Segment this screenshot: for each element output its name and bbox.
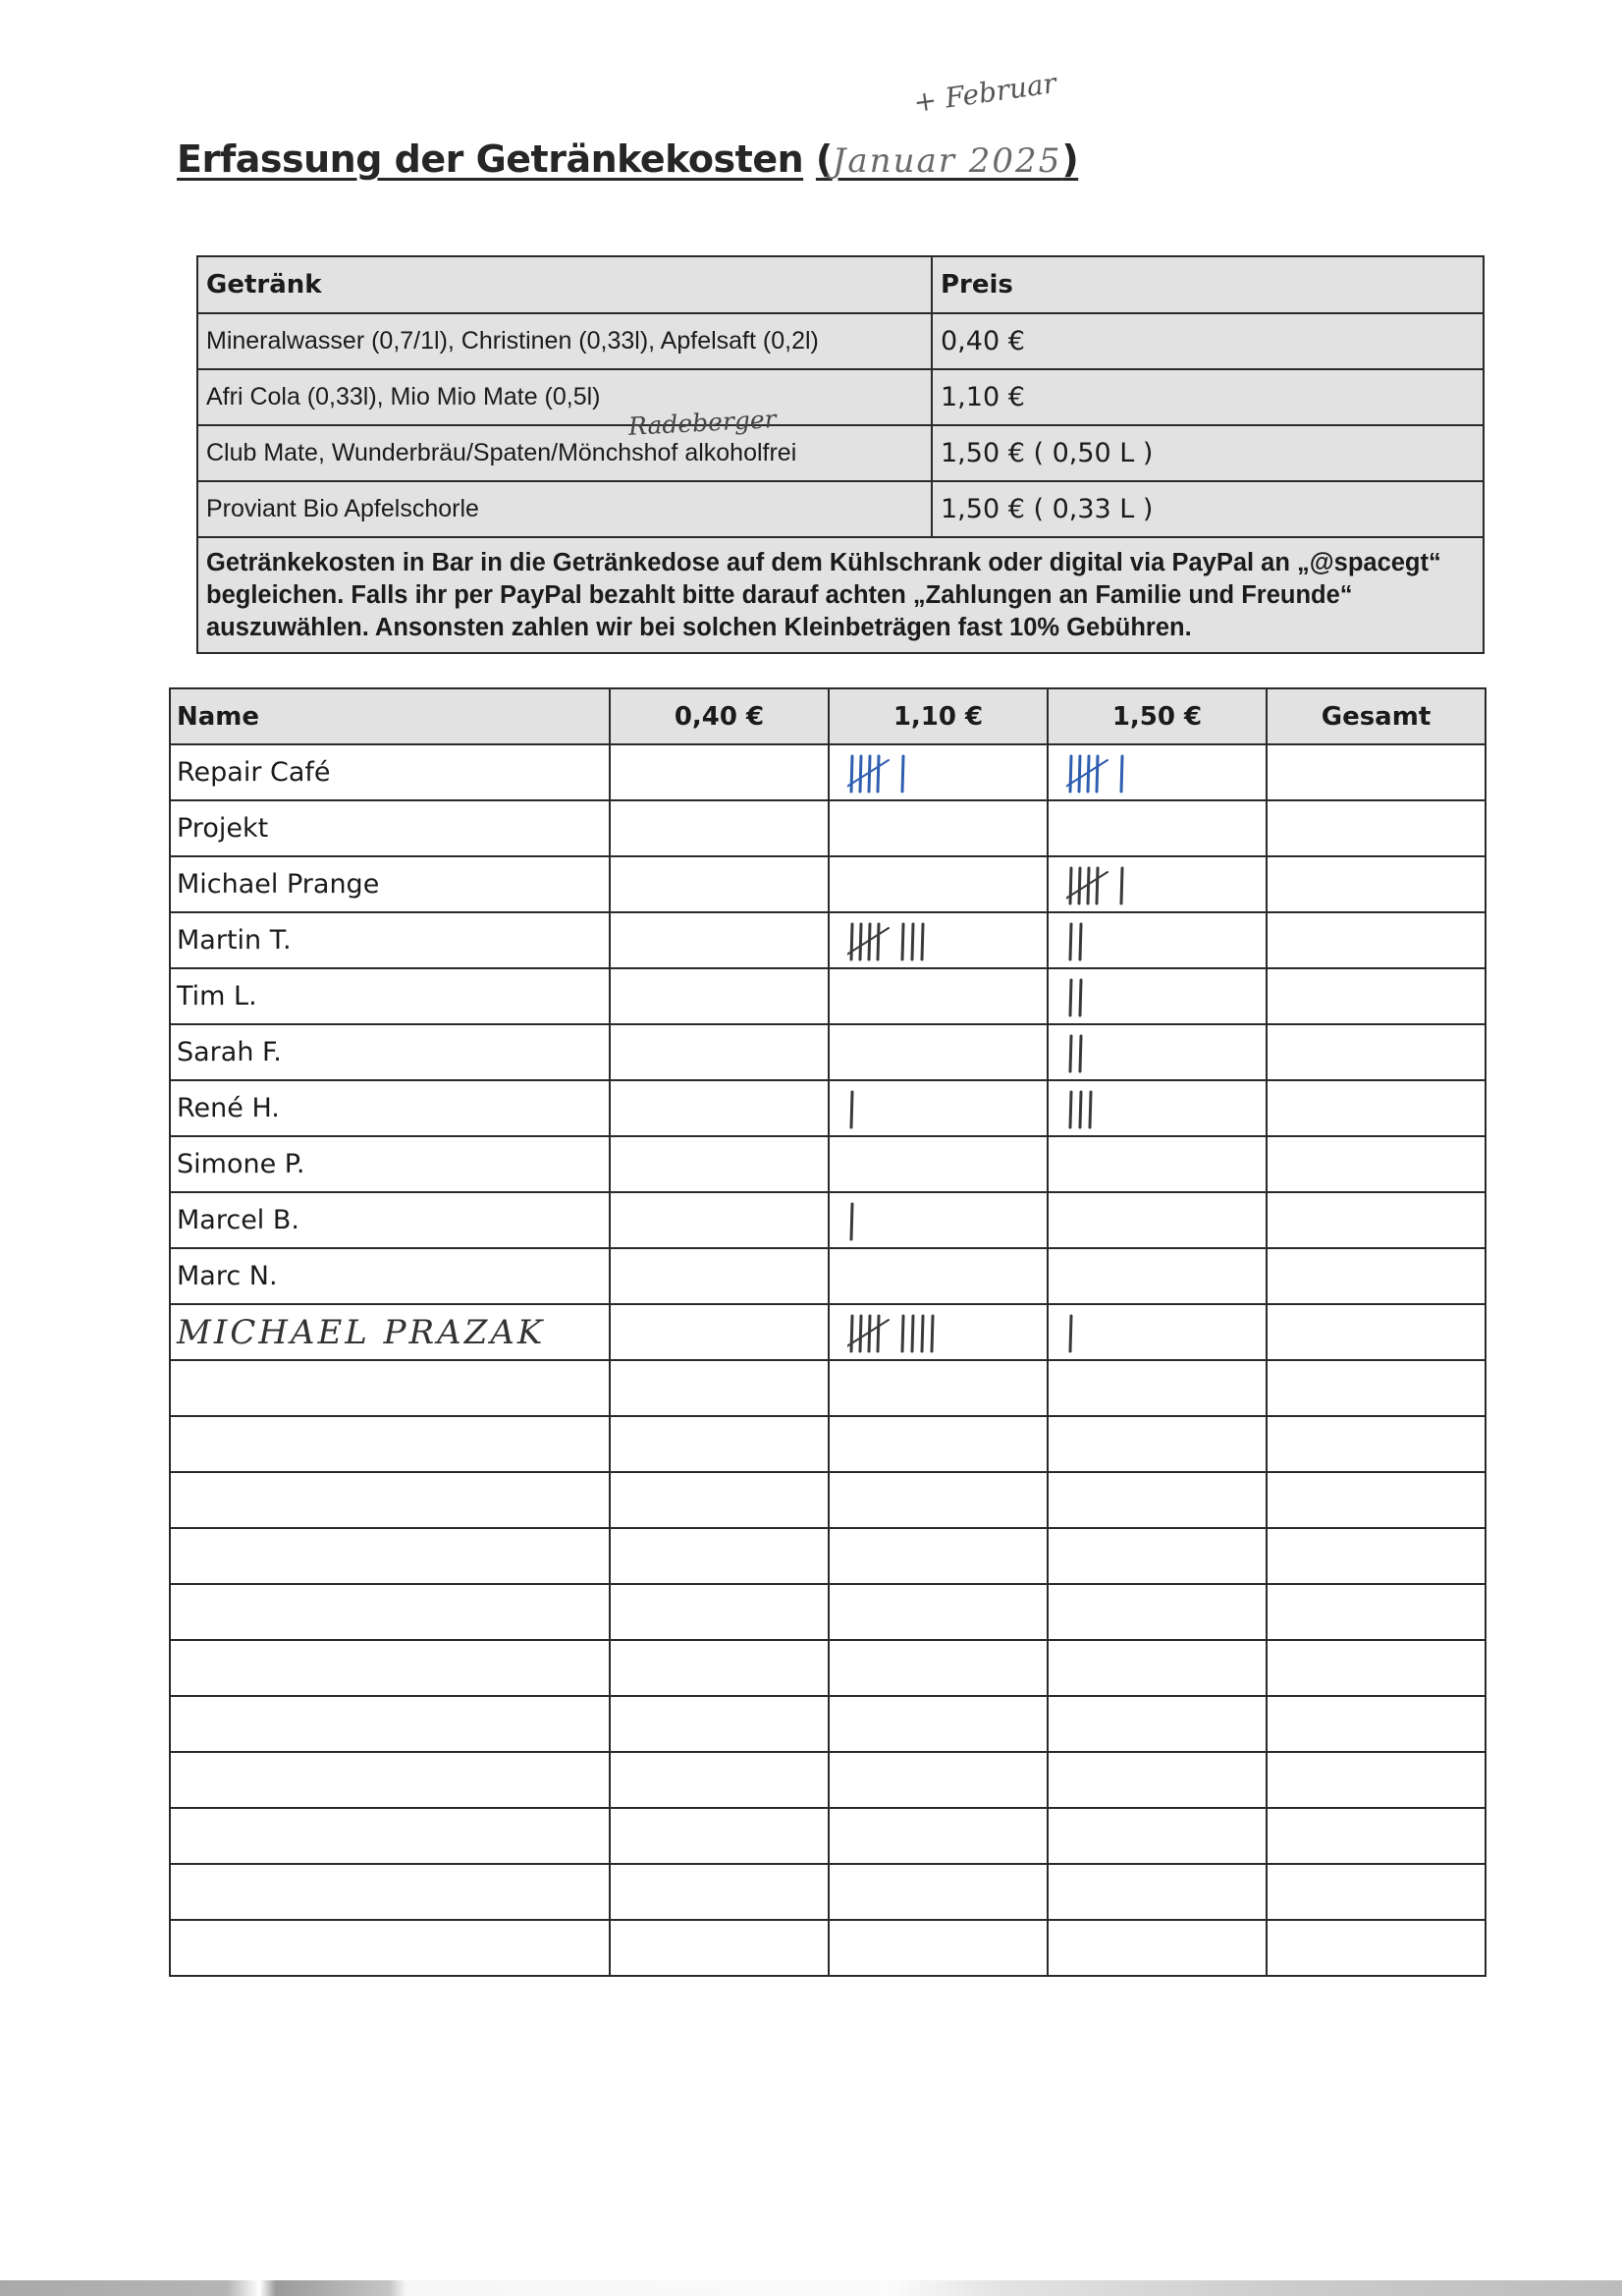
tally-stroke bbox=[1097, 868, 1098, 903]
total-cell[interactable] bbox=[1267, 1528, 1486, 1584]
tally-cell-150[interactable] bbox=[1048, 744, 1267, 800]
price-cell: 1,10 € bbox=[932, 369, 1484, 425]
tally-cell-040[interactable] bbox=[610, 800, 829, 856]
title-paren-close: ) bbox=[1061, 137, 1079, 181]
tally-stroke bbox=[902, 1316, 903, 1351]
tally-marks bbox=[847, 1086, 867, 1131]
table-row bbox=[170, 1920, 1486, 1976]
tally-cell-040[interactable] bbox=[610, 1304, 829, 1360]
total-cell[interactable] bbox=[1267, 1808, 1486, 1864]
total-cell[interactable] bbox=[1267, 1080, 1486, 1136]
table-row bbox=[170, 1192, 1486, 1248]
tally-cell-150[interactable] bbox=[1048, 968, 1267, 1024]
name-cell[interactable] bbox=[170, 1864, 610, 1920]
tally-cell-110[interactable] bbox=[829, 1248, 1048, 1304]
table-row bbox=[170, 1416, 1486, 1472]
tally-stroke bbox=[851, 756, 852, 792]
total-cell[interactable] bbox=[1267, 1864, 1486, 1920]
payment-note: Getränkekosten in Bar in die Getränkedose auf dem Kühlschrank oder digital via PayPal an „@spacegt“ begleichen. Falls ihr per PayPal bezahlt bitte darauf achten „Zahlungen an Familie und Freunde“ auszuwählen. Ansonsten zahlen wir bei solchen Kleinbeträgen fast 10% Gebühren. bbox=[197, 537, 1484, 653]
tally-cell-040[interactable] bbox=[610, 1584, 829, 1640]
price-table bbox=[196, 255, 1485, 654]
tally-marks bbox=[847, 750, 918, 795]
tally-cell-040[interactable] bbox=[610, 1024, 829, 1080]
tally-stroke bbox=[878, 1316, 879, 1351]
tally-cell-110[interactable] bbox=[829, 1304, 1048, 1360]
tally-stroke bbox=[1070, 1092, 1071, 1127]
price-row bbox=[197, 313, 1484, 369]
drink-header: Getränk bbox=[197, 256, 932, 313]
name-cell[interactable] bbox=[170, 1528, 610, 1584]
tally-cell-110[interactable] bbox=[829, 912, 1048, 968]
tally-cell-110[interactable] bbox=[829, 1640, 1048, 1696]
table-row bbox=[170, 1472, 1486, 1528]
table-row bbox=[170, 1304, 1486, 1360]
tally-cell-040[interactable] bbox=[610, 1696, 829, 1752]
title-paren-open: ( bbox=[815, 137, 833, 181]
tally-stroke bbox=[851, 1316, 852, 1351]
tally-cell-150[interactable] bbox=[1048, 1360, 1267, 1416]
tally-cell-150[interactable] bbox=[1048, 1752, 1267, 1808]
tally-stroke bbox=[860, 756, 861, 792]
total-cell[interactable] bbox=[1267, 1360, 1486, 1416]
tally-stroke bbox=[922, 924, 923, 959]
tally-stroke bbox=[902, 924, 903, 959]
tally-marks bbox=[1066, 1086, 1106, 1131]
tally-cell-040[interactable] bbox=[610, 1864, 829, 1920]
tally-stroke bbox=[851, 924, 852, 959]
tally-cell-040[interactable] bbox=[610, 1920, 829, 1976]
tally-cell-110[interactable] bbox=[829, 800, 1048, 856]
total-cell[interactable] bbox=[1267, 1024, 1486, 1080]
table-row bbox=[170, 912, 1486, 968]
tally-marks bbox=[847, 918, 938, 963]
price-table-header bbox=[197, 256, 1484, 313]
tally-cell-110[interactable] bbox=[829, 1360, 1048, 1416]
tally-stroke bbox=[1070, 1316, 1071, 1351]
tally-cell-110[interactable] bbox=[829, 856, 1048, 912]
table-row bbox=[170, 800, 1486, 856]
table-row bbox=[170, 1080, 1486, 1136]
tally-cell-040[interactable] bbox=[610, 1640, 829, 1696]
tally-cell-110[interactable] bbox=[829, 1472, 1048, 1528]
tally-cell-110[interactable] bbox=[829, 1584, 1048, 1640]
name-cell[interactable] bbox=[170, 1360, 610, 1416]
tally-cell-150[interactable] bbox=[1048, 1248, 1267, 1304]
payment-note-row bbox=[197, 537, 1484, 653]
tally-stroke bbox=[1070, 924, 1071, 959]
total-cell[interactable] bbox=[1267, 1920, 1486, 1976]
tally-stroke bbox=[1070, 980, 1071, 1015]
table-row bbox=[170, 744, 1486, 800]
total-cell[interactable] bbox=[1267, 1192, 1486, 1248]
tally-cell-150[interactable] bbox=[1048, 800, 1267, 856]
total-cell[interactable] bbox=[1267, 744, 1486, 800]
tally-cell-110[interactable] bbox=[829, 1528, 1048, 1584]
tally-cell-150[interactable] bbox=[1048, 1304, 1267, 1360]
tally-cell-150[interactable] bbox=[1048, 1136, 1267, 1192]
tally-stroke bbox=[860, 924, 861, 959]
tally-cell-040[interactable] bbox=[610, 744, 829, 800]
tally-table bbox=[169, 687, 1487, 1977]
name-cell[interactable]: Martin T. bbox=[170, 912, 610, 968]
name-cell[interactable] bbox=[170, 1808, 610, 1864]
tally-table-body bbox=[170, 744, 1486, 1976]
handwritten-month: Januar 2025 bbox=[832, 141, 1062, 181]
page-title bbox=[177, 137, 1078, 181]
tally-cell-040[interactable] bbox=[610, 1808, 829, 1864]
tally-cell-110[interactable] bbox=[829, 744, 1048, 800]
tally-stroke bbox=[1080, 924, 1081, 959]
total-cell[interactable] bbox=[1267, 1472, 1486, 1528]
table-row bbox=[170, 1248, 1486, 1304]
tally-cell-150[interactable] bbox=[1048, 1416, 1267, 1472]
tally-cell-040[interactable] bbox=[610, 1360, 829, 1416]
tally-stroke bbox=[878, 756, 879, 792]
price-cell: 1,50 € ( 0,33 L ) bbox=[932, 481, 1484, 537]
tally-stroke bbox=[1079, 868, 1080, 903]
price-row bbox=[197, 425, 1484, 481]
tally-cell-040[interactable] bbox=[610, 1416, 829, 1472]
tally-cell-110[interactable] bbox=[829, 1024, 1048, 1080]
name-cell[interactable]: Projekt bbox=[170, 800, 610, 856]
name-cell[interactable]: Simone P. bbox=[170, 1136, 610, 1192]
tally-cell-150[interactable] bbox=[1048, 912, 1267, 968]
tally-cell-040[interactable] bbox=[610, 1136, 829, 1192]
tally-cell-150[interactable] bbox=[1048, 1808, 1267, 1864]
tally-cell-150[interactable] bbox=[1048, 1640, 1267, 1696]
price-cell: 0,40 € bbox=[932, 313, 1484, 369]
total-cell[interactable] bbox=[1267, 1416, 1486, 1472]
tally-stroke bbox=[860, 1316, 861, 1351]
tally-stroke bbox=[1080, 980, 1081, 1015]
name-cell[interactable]: Marc N. bbox=[170, 1248, 610, 1304]
table-row bbox=[170, 1528, 1486, 1584]
price-header: Preis bbox=[932, 256, 1484, 313]
name-cell[interactable]: Tim L. bbox=[170, 968, 610, 1024]
handwritten-radeberger: Radeberger bbox=[627, 405, 778, 441]
tally-cell-110[interactable] bbox=[829, 968, 1048, 1024]
table-row bbox=[170, 1136, 1486, 1192]
tally-stroke bbox=[1080, 1036, 1081, 1071]
drink-cell: Afri Cola (0,33l), Mio Mio Mate (0,5l) bbox=[197, 369, 932, 425]
drink-cell: Mineralwasser (0,7/1l), Christinen (0,33l), Apfelsaft (0,2l) bbox=[197, 313, 932, 369]
name-cell[interactable]: Marcel B. bbox=[170, 1192, 610, 1248]
total-cell[interactable] bbox=[1267, 800, 1486, 856]
name-cell[interactable] bbox=[170, 1640, 610, 1696]
tally-cell-040[interactable] bbox=[610, 1472, 829, 1528]
price-cell: 1,50 € ( 0,50 L ) bbox=[932, 425, 1484, 481]
tally-stroke bbox=[1070, 756, 1071, 792]
tally-stroke bbox=[1121, 756, 1122, 792]
tally-cell-150[interactable] bbox=[1048, 1584, 1267, 1640]
tally-cell-040[interactable] bbox=[610, 968, 829, 1024]
tally-stroke bbox=[912, 924, 913, 959]
table-row bbox=[170, 1360, 1486, 1416]
name-cell[interactable]: René H. bbox=[170, 1080, 610, 1136]
tally-marks bbox=[847, 1198, 867, 1243]
table-row bbox=[170, 1864, 1486, 1920]
tally-stroke bbox=[922, 1316, 923, 1351]
table-row bbox=[170, 1024, 1486, 1080]
tally-cell-110[interactable] bbox=[829, 1136, 1048, 1192]
total-cell[interactable] bbox=[1267, 1584, 1486, 1640]
page-title-text: Erfassung der Getränkekosten bbox=[177, 137, 804, 181]
total-cell[interactable] bbox=[1267, 912, 1486, 968]
tally-stroke bbox=[912, 1316, 913, 1351]
drink-cell: Proviant Bio Apfelschorle bbox=[197, 481, 932, 537]
total-header: Gesamt bbox=[1267, 688, 1486, 744]
tally-stroke bbox=[932, 1316, 933, 1351]
tally-cell-110[interactable] bbox=[829, 1080, 1048, 1136]
name-cell[interactable] bbox=[170, 1584, 610, 1640]
tally-marks bbox=[1066, 862, 1137, 907]
tally-marks bbox=[1066, 918, 1096, 963]
tally-marks bbox=[1066, 1030, 1096, 1075]
total-cell[interactable] bbox=[1267, 1248, 1486, 1304]
tally-stroke bbox=[1070, 1036, 1071, 1071]
tally-stroke bbox=[1088, 756, 1089, 792]
price-row bbox=[197, 481, 1484, 537]
table-row bbox=[170, 968, 1486, 1024]
tally-marks bbox=[1066, 1310, 1086, 1355]
table-row bbox=[170, 1640, 1486, 1696]
tally-cell-150[interactable] bbox=[1048, 1024, 1267, 1080]
price-150-header: 1,50 € bbox=[1048, 688, 1267, 744]
tally-cell-040[interactable] bbox=[610, 1528, 829, 1584]
tally-cell-110[interactable] bbox=[829, 1808, 1048, 1864]
tally-stroke bbox=[851, 1204, 852, 1239]
table-row bbox=[170, 1696, 1486, 1752]
price-040-header: 0,40 € bbox=[610, 688, 829, 744]
name-cell[interactable] bbox=[170, 1920, 610, 1976]
tally-cell-110[interactable] bbox=[829, 1920, 1048, 1976]
tally-stroke bbox=[1121, 868, 1122, 903]
total-cell[interactable] bbox=[1267, 968, 1486, 1024]
total-cell[interactable] bbox=[1267, 1752, 1486, 1808]
tally-cell-150[interactable] bbox=[1048, 856, 1267, 912]
total-cell[interactable] bbox=[1267, 1696, 1486, 1752]
name-cell[interactable]: MICHAEL PRAZAK bbox=[170, 1304, 610, 1360]
tally-stroke bbox=[1080, 1092, 1081, 1127]
tally-table-header bbox=[170, 688, 1486, 744]
table-row bbox=[170, 856, 1486, 912]
name-cell[interactable] bbox=[170, 1696, 610, 1752]
tally-cell-150[interactable] bbox=[1048, 1864, 1267, 1920]
tally-marks bbox=[847, 1310, 947, 1355]
tally-stroke bbox=[869, 924, 870, 959]
total-cell[interactable] bbox=[1267, 1640, 1486, 1696]
tally-stroke bbox=[1079, 756, 1080, 792]
tally-stroke bbox=[1090, 1092, 1091, 1127]
table-row bbox=[170, 1752, 1486, 1808]
tally-cell-110[interactable] bbox=[829, 1696, 1048, 1752]
tally-stroke bbox=[1088, 868, 1089, 903]
tally-stroke bbox=[1097, 756, 1098, 792]
tally-cell-110[interactable] bbox=[829, 1864, 1048, 1920]
tally-cell-150[interactable] bbox=[1048, 1696, 1267, 1752]
tally-cell-150[interactable] bbox=[1048, 1920, 1267, 1976]
tally-cell-040[interactable] bbox=[610, 856, 829, 912]
tally-cell-040[interactable] bbox=[610, 1192, 829, 1248]
tally-cell-040[interactable] bbox=[610, 1248, 829, 1304]
tally-cell-150[interactable] bbox=[1048, 1528, 1267, 1584]
tally-cell-110[interactable] bbox=[829, 1192, 1048, 1248]
table-row bbox=[170, 1808, 1486, 1864]
name-cell[interactable] bbox=[170, 1752, 610, 1808]
tally-cell-110[interactable] bbox=[829, 1752, 1048, 1808]
tally-stroke bbox=[869, 1316, 870, 1351]
tally-cell-150[interactable] bbox=[1048, 1192, 1267, 1248]
name-cell[interactable]: Michael Prange bbox=[170, 856, 610, 912]
drink-cell: Club Mate, Wunderbräu/Spaten/Mönchshof alkoholfrei bbox=[197, 425, 932, 481]
tally-stroke bbox=[1070, 868, 1071, 903]
name-cell[interactable]: Repair Café bbox=[170, 744, 610, 800]
tally-stroke bbox=[902, 756, 903, 792]
name-cell[interactable]: Sarah F. bbox=[170, 1024, 610, 1080]
tally-cell-150[interactable] bbox=[1048, 1080, 1267, 1136]
price-row bbox=[197, 369, 1484, 425]
tally-cell-110[interactable] bbox=[829, 1416, 1048, 1472]
total-cell[interactable] bbox=[1267, 1136, 1486, 1192]
total-cell[interactable] bbox=[1267, 1304, 1486, 1360]
tally-stroke bbox=[869, 756, 870, 792]
tally-cell-150[interactable] bbox=[1048, 1472, 1267, 1528]
tally-cell-040[interactable] bbox=[610, 1752, 829, 1808]
tally-stroke bbox=[878, 924, 879, 959]
tally-marks bbox=[1066, 750, 1137, 795]
table-row bbox=[170, 1584, 1486, 1640]
tally-stroke bbox=[851, 1092, 852, 1127]
price-110-header: 1,10 € bbox=[829, 688, 1048, 744]
scanner-edge-strip bbox=[0, 2280, 1622, 2296]
name-header: Name bbox=[170, 688, 610, 744]
tally-cell-040[interactable] bbox=[610, 912, 829, 968]
tally-marks bbox=[1066, 974, 1096, 1019]
tally-cell-040[interactable] bbox=[610, 1080, 829, 1136]
name-cell[interactable] bbox=[170, 1472, 610, 1528]
total-cell[interactable] bbox=[1267, 856, 1486, 912]
name-cell[interactable] bbox=[170, 1416, 610, 1472]
handwritten-addition: + Februar bbox=[911, 66, 1058, 120]
